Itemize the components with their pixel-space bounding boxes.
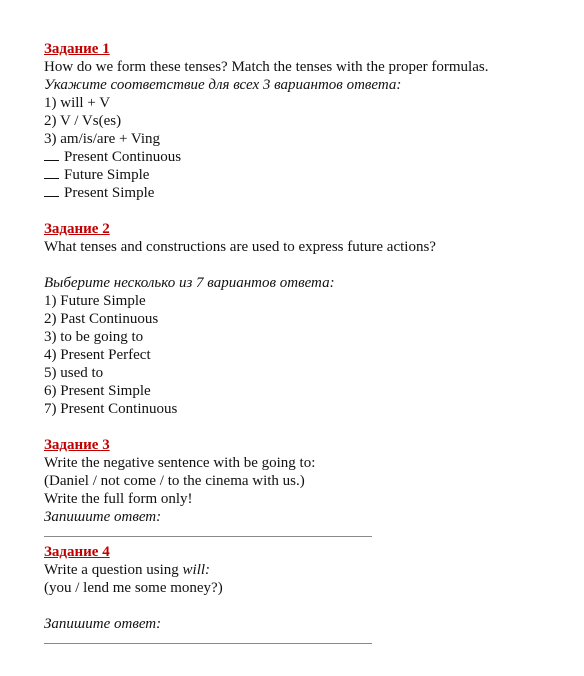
spacer xyxy=(44,256,564,274)
option-item[interactable]: 6) Present Simple xyxy=(44,383,151,399)
task-3-answer-label: Запишите ответ: xyxy=(44,509,162,525)
formula-item: 2) V / Vs(es) xyxy=(44,113,122,129)
spacer xyxy=(44,418,564,436)
task-3 xyxy=(44,436,564,537)
match-blank-field[interactable] xyxy=(44,148,59,161)
option-item[interactable]: 1) Future Simple xyxy=(44,293,146,309)
task-4-title: Задание 4 xyxy=(44,544,110,560)
task-2-question: What tenses and constructions are used to express future actions? xyxy=(44,239,436,255)
formula-item: 1) will + V xyxy=(44,95,111,111)
task-4-question xyxy=(44,561,564,579)
task-4-answer-label: Запишите ответ: xyxy=(44,616,162,632)
task-1 xyxy=(44,40,564,202)
tense-label: Future Simple xyxy=(64,167,150,183)
task-3-title: Задание 3 xyxy=(44,437,110,453)
task-4-answer-field[interactable] xyxy=(44,633,372,644)
document xyxy=(44,40,564,644)
tense-label: Present Continuous xyxy=(64,149,182,165)
task-1-title: Задание 1 xyxy=(44,41,110,57)
task-3-answer-field[interactable] xyxy=(44,526,372,537)
match-row[interactable] xyxy=(44,148,564,166)
task-4 xyxy=(44,543,564,644)
spacer xyxy=(44,202,564,220)
option-item[interactable]: 3) to be going to xyxy=(44,329,144,345)
task-4-question-keyword: will: xyxy=(182,562,211,578)
option-item[interactable]: 4) Present Perfect xyxy=(44,347,151,363)
task-3-line: Write the full form only! xyxy=(44,491,193,507)
task-3-line: (Daniel / not come / to the cinema with us.) xyxy=(44,473,305,489)
match-blank-field[interactable] xyxy=(44,184,59,197)
option-item[interactable]: 7) Present Continuous xyxy=(44,401,178,417)
task-1-instruction: Укажите соответствие для всех 3 вариантов ответа: xyxy=(44,77,402,93)
tense-label: Present Simple xyxy=(64,185,155,201)
task-4-prompt: (you / lend me some money?) xyxy=(44,580,223,596)
match-row[interactable] xyxy=(44,184,564,202)
option-item[interactable]: 2) Past Continuous xyxy=(44,311,159,327)
task-4-question-text: Write a question using xyxy=(44,562,183,578)
task-3-line: Write the negative sentence with be going to: xyxy=(44,455,316,471)
option-item[interactable]: 5) used to xyxy=(44,365,104,381)
task-2-instruction: Выберите несколько из 7 вариантов ответа: xyxy=(44,275,335,291)
match-row[interactable] xyxy=(44,166,564,184)
match-blank-field[interactable] xyxy=(44,166,59,179)
formula-item: 3) am/is/are + Ving xyxy=(44,131,161,147)
spacer xyxy=(44,597,564,615)
task-2-title: Задание 2 xyxy=(44,221,110,237)
task-1-question: How do we form these tenses? Match the tenses with the proper formulas. xyxy=(44,59,489,75)
task-2 xyxy=(44,220,564,418)
